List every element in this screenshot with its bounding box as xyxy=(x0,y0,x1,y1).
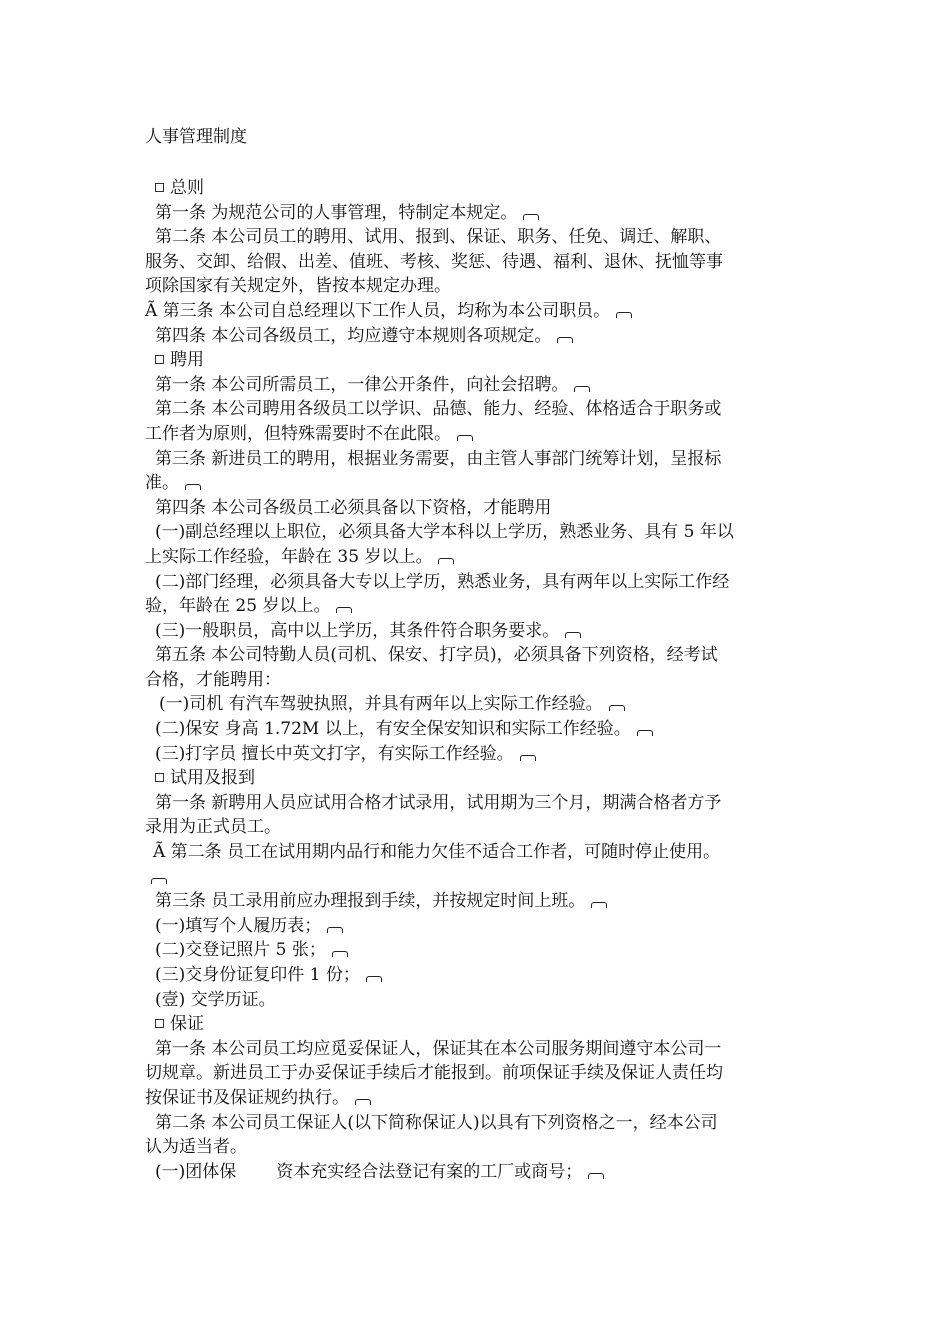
paragraph-mark-icon xyxy=(185,484,201,490)
document-title: 人事管理制度 xyxy=(145,127,247,147)
line-text: 验，年龄在 25 岁以上。 xyxy=(145,596,331,617)
document-line xyxy=(145,815,805,840)
line-text: 第三条 员工录用前应办理报到手续，并按规定时间上班。 xyxy=(155,891,586,912)
paragraph-mark-icon xyxy=(616,312,632,318)
paragraph-mark-icon xyxy=(366,976,382,982)
paragraph-mark-icon xyxy=(457,435,473,441)
document-line xyxy=(145,594,805,619)
document-line xyxy=(145,471,805,496)
line-text: 录用为正式员工。 xyxy=(145,817,281,838)
line-text: (三)打字员 擅长中英文打字，有实际工作经验。 xyxy=(155,743,514,764)
section-heading xyxy=(145,1012,805,1037)
section-heading xyxy=(145,176,805,201)
document-line xyxy=(145,225,805,250)
document-line xyxy=(145,496,805,521)
line-text: 准。 xyxy=(145,473,179,494)
document-line xyxy=(145,963,805,988)
paragraph-mark-icon xyxy=(523,214,539,220)
document-line xyxy=(145,324,805,349)
document-line xyxy=(145,619,805,644)
line-text: 试用及报到 xyxy=(170,768,255,789)
document-line xyxy=(145,865,805,890)
document-line xyxy=(145,447,805,472)
document-line xyxy=(145,373,805,398)
line-text: Ã 第二条 员工在试用期内品行和能力欠佳不适合工作者，可随时停止使用。 xyxy=(153,842,721,863)
document-line xyxy=(145,201,805,226)
document-line xyxy=(145,791,805,816)
paragraph-mark-icon xyxy=(574,386,590,392)
line-text: 聘用 xyxy=(170,350,204,371)
line-text: (三)一般职员，高中以上学历，其条件符合职务要求。 xyxy=(155,620,560,641)
line-text: 第一条 本公司员工均应觅妥保证人，保证其在本公司服务期间遵守本公司一 xyxy=(155,1038,722,1059)
paragraph-mark-icon xyxy=(591,902,607,908)
document-line xyxy=(145,643,805,668)
document-line xyxy=(145,717,805,742)
line-text: (一)填写个人履历表； xyxy=(155,915,322,936)
paragraph-mark-icon xyxy=(557,337,573,343)
line-text: 服务、交卸、给假、出差、值班、考核、奖惩、待遇、福利、退休、抚恤等事 xyxy=(145,251,723,272)
line-text: (二)交登记照片 5 张； xyxy=(155,940,326,961)
document-line xyxy=(145,250,805,275)
paragraph-mark-icon xyxy=(332,951,348,957)
line-text: 第三条 新进员工的聘用，根据业务需要，由主管人事部门统筹计划，呈报标 xyxy=(155,448,722,469)
checkbox-bullet-icon xyxy=(155,1019,164,1028)
line-text: (一)团体保 xyxy=(155,1161,237,1182)
line-text: (二)保安 身高 1.72M 以上，有安全保安知识和实际工作经验。 xyxy=(155,719,631,740)
paragraph-mark-icon xyxy=(438,558,454,564)
document-line xyxy=(145,397,805,422)
line-text: 按保证书及保证规约执行。 xyxy=(145,1087,349,1108)
paragraph-mark-icon xyxy=(609,705,625,711)
document-line xyxy=(145,1135,805,1160)
line-text: 项除国家有关规定外，皆按本规定办理。 xyxy=(145,276,451,297)
document-line xyxy=(145,545,805,570)
document-line xyxy=(145,1061,805,1086)
line-text: (一)司机 有汽车驾驶执照，并具有两年以上实际工作经验。 xyxy=(159,694,603,715)
line-text: 保证 xyxy=(170,1014,204,1035)
paragraph-mark-icon xyxy=(565,632,581,638)
line-text: 第一条 本公司所需员工，一律公开条件，向社会招聘。 xyxy=(155,374,569,395)
document-line xyxy=(145,988,805,1013)
document-line xyxy=(145,938,805,963)
document-line xyxy=(145,1086,805,1111)
document-line xyxy=(145,692,805,717)
line-text: (一)副总经理以上职位，必须具备大学本科以上学历，熟悉业务、具有 5 年以 xyxy=(155,522,734,543)
line-text: 认为适当者。 xyxy=(145,1137,247,1158)
document-line xyxy=(145,1160,805,1185)
document-line xyxy=(145,1037,805,1062)
line-text: 第四条 本公司各级员工必须具备以下资格，才能聘用 xyxy=(155,497,552,518)
paragraph-mark-icon xyxy=(588,1173,604,1179)
document-line xyxy=(145,914,805,939)
checkbox-bullet-icon xyxy=(155,183,164,192)
checkbox-bullet-icon xyxy=(155,773,164,782)
document-line xyxy=(145,570,805,595)
line-text: 第二条 本公司员工的聘用、试用、报到、保证、职务、任免、调迁、解职、 xyxy=(155,227,722,248)
checkbox-bullet-icon xyxy=(155,355,164,364)
line-text: (二)部门经理，必须具备大专以上学历，熟悉业务，具有两年以上实际工作经 xyxy=(155,571,730,592)
line-text: 第五条 本公司特勤人员(司机、保安、打字员)，必须具备下列资格，经考试 xyxy=(155,645,718,666)
section-heading xyxy=(145,348,805,373)
line-text: 切规章。新进员工于办妥保证手续后才能报到。前项保证手续及保证人责任均 xyxy=(145,1063,723,1084)
section-heading xyxy=(145,766,805,791)
document-line xyxy=(145,1111,805,1136)
document-line xyxy=(145,274,805,299)
document-line xyxy=(145,520,805,545)
document-body xyxy=(145,176,805,1184)
document-line xyxy=(145,422,805,447)
line-text: 第二条 本公司聘用各级员工以学识、品德、能力、经验、体格适合于职务或 xyxy=(155,399,722,420)
line-text: 第一条 为规范公司的人事管理，特制定本规定。 xyxy=(155,202,518,223)
line-text: (三)交身份证复印件 1 份； xyxy=(155,965,360,985)
line-text: 总则 xyxy=(170,178,204,198)
document-line xyxy=(145,668,805,693)
line-text: 上实际工作经验，年龄在 35 岁以上。 xyxy=(145,546,433,567)
document-line xyxy=(145,742,805,767)
document-line xyxy=(145,840,805,865)
paragraph-mark-icon xyxy=(151,878,167,884)
paragraph-mark-icon xyxy=(336,607,352,613)
paragraph-mark-icon xyxy=(637,730,653,736)
document-line xyxy=(145,889,805,914)
paragraph-mark-icon xyxy=(355,1099,371,1105)
line-text: 合格，才能聘用： xyxy=(145,669,281,690)
line-text: 第二条 本公司员工保证人(以下简称保证人)以具有下列资格之一，经本公司 xyxy=(155,1112,718,1133)
line-text: 第四条 本公司各级员工，均应遵守本规则各项规定。 xyxy=(155,325,552,346)
line-text: 第一条 新聘用人员应试用合格才试录用，试用期为三个月，期满合格者方予 xyxy=(155,792,722,813)
line-text: Ã 第三条 本公司自总经理以下工作人员，均称为本公司职员。 xyxy=(145,300,611,321)
line-text: (壹) 交学历证。 xyxy=(155,989,276,1010)
line-text-continued: 资本充实经合法登记有案的工厂或商号； xyxy=(276,1161,583,1182)
line-text: 工作者为原则，但特殊需要时不在此限。 xyxy=(145,423,451,444)
paragraph-mark-icon xyxy=(327,927,343,933)
paragraph-mark-icon xyxy=(520,755,536,761)
document-line xyxy=(145,299,805,324)
